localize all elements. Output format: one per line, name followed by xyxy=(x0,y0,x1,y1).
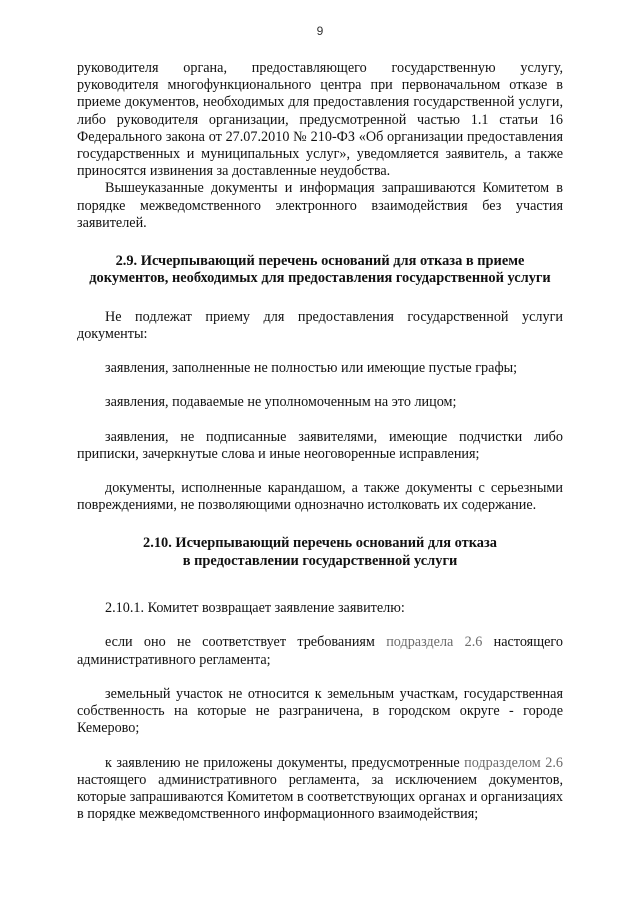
list-item-land-plot: земельный участок не относится к земельным участкам, государственная собственность на которые не разграничена, в городском округе - городе Кемерово; xyxy=(77,685,563,737)
section-heading-2-10-line1: 2.10. Исчерпывающий перечень оснований для отказа xyxy=(143,535,497,552)
text-fragment: к заявлению не приложены документы, предусмотренные xyxy=(105,754,465,771)
paragraph-2-10-1: 2.10.1. Комитет возвращает заявление заявителю: xyxy=(105,600,405,617)
paragraph-interagency: Вышеуказанные документы и информация запрашиваются Комитетом в порядке межведомственного электронного взаимодействия без участия заявителей. xyxy=(77,180,563,231)
text-fragment: если оно не соответствует требованиям xyxy=(105,634,387,651)
subsection-link-2-6-b[interactable]: подразделом 2.6 xyxy=(464,754,563,771)
text-fragment: настоящего административного регламента; xyxy=(77,634,563,668)
subsection-link-2-6[interactable]: подраздела 2.6 xyxy=(386,634,483,651)
paragraph-not-accepted: Не подлежат приему для предоставления государственной услуги документы: xyxy=(77,308,563,343)
list-item-requirements xyxy=(77,634,563,668)
list-item-missing-documents xyxy=(77,755,563,824)
paragraph-notice: руководителя органа, предоставляющего государственную услугу, руководителя многофункционального центра при первоначальном отказе в приеме документов, необходимых для предоставления государственной услуги, либо руководителя организации, предусмотренной частью 1.1 статьи 16 Федерального закона от 27.07.2010 № 210-ФЗ «Об организации предоставления государственных и муниципальных услуг», уведомляется заявитель, а также приносятся извинения за доставленные неудобства. xyxy=(77,60,563,180)
document-body xyxy=(77,60,563,823)
list-item-unauthorized: заявления, подаваемые не уполномоченным на это лицом; xyxy=(105,394,457,411)
section-heading-2-9: 2.9. Исчерпывающий перечень оснований для отказа в приеме документов, необходимых для предоставления государственной услуги xyxy=(89,253,551,287)
list-item-unsigned: заявления, не подписанные заявителями, имеющие подчистки либо приписки, зачеркнутые слова и иные неоговоренные исправления; xyxy=(77,428,563,462)
text-fragment: настоящего административного регламента, за исключением документов, которые запрашиваются Комитетом в соответствующих органах и организациях в порядке межведомственного информационного взаимодействия; xyxy=(77,771,563,823)
page-number: 9 xyxy=(316,24,324,38)
list-item-incomplete: заявления, заполненные не полностью или имеющие пустые графы; xyxy=(105,360,518,377)
list-item-pencil: документы, исполненные карандашом, а также документы с серьезными повреждениями, не позволяющими однозначно истолковать их содержание. xyxy=(77,480,563,514)
section-heading-2-10-line2: в предоставлении государственной услуги xyxy=(182,552,458,569)
